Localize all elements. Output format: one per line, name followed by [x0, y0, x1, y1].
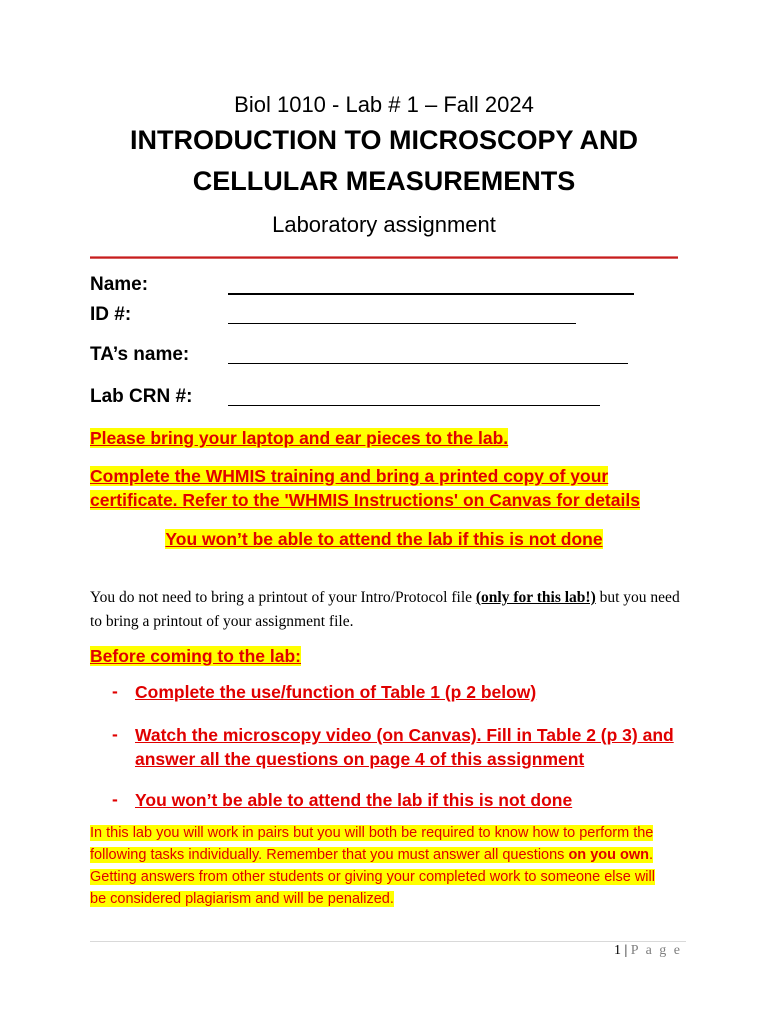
ta-name-blank-line[interactable] [228, 363, 628, 364]
name-blank-line[interactable] [228, 293, 634, 295]
attendance-warning: You won’t be able to attend the lab if this is not done [165, 529, 603, 549]
red-divider [90, 256, 678, 259]
bullet-dash: - [112, 681, 118, 701]
lab-crn-label: Lab CRN #: [90, 386, 193, 407]
id-blank-line[interactable] [228, 323, 576, 324]
title-line-1: INTRODUCTION TO MICROSCOPY AND [129, 125, 639, 155]
subtitle: Laboratory assignment [272, 212, 496, 237]
laptop-warning: Please bring your laptop and ear pieces to the lab. [90, 428, 509, 448]
main-title [0, 120, 768, 202]
page-footer [614, 943, 682, 959]
list-item: Complete the use/function of Table 1 (p 2 below) [135, 682, 537, 702]
page-word: P a g e [630, 943, 682, 958]
list-item: You won’t be able to attend the lab if this is not done [135, 790, 573, 810]
pairs-note: In this lab you will work in pairs but you will both be required to know how to perform the following tasks individually. Remember that you must answer all questions on you own. Getting answers from other students or giving your completed work to someone else will be considered plagiarism and will be penalized. [90, 825, 655, 907]
list-item: Watch the microscopy video (on Canvas). Fill in Table 2 (p 3) and answer all the questions on page 4 of this assignment [135, 725, 674, 769]
course-line: Biol 1010 - Lab # 1 – Fall 2024 [234, 92, 534, 117]
lab-crn-blank-line[interactable] [228, 405, 600, 406]
page-number: 1 [613, 943, 621, 958]
name-label: Name: [90, 274, 149, 295]
printout-instructions: You do not need to bring a printout of your Intro/Protocol file (only for this lab!) but you need to bring a printout of your assignment file. [90, 589, 680, 630]
bullet-dash: - [112, 789, 118, 809]
ta-name-label: TA’s name: [90, 344, 190, 365]
whmis-warning: Complete the WHMIS training and bring a printed copy of your certificate. Refer to the 'WHMIS Instructions' on Canvas for details [90, 466, 640, 510]
footer-divider [90, 941, 686, 942]
bullet-dash: - [112, 724, 118, 744]
page-separator: | [624, 943, 628, 958]
id-label: ID #: [90, 304, 132, 325]
title-line-2: CELLULAR MEASUREMENTS [192, 166, 576, 196]
before-lab-heading: Before coming to the lab: [90, 646, 301, 666]
